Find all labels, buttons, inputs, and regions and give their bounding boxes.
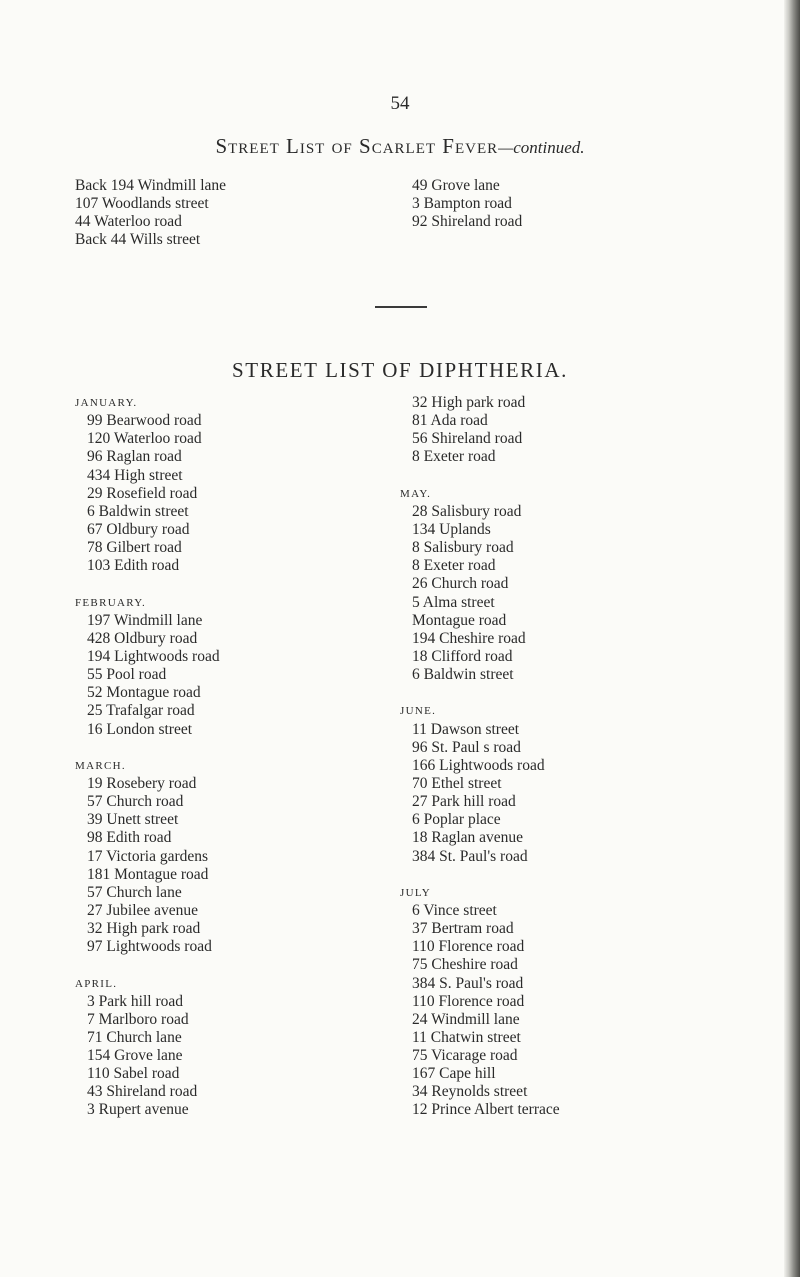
scarlet-fever-heading [0,134,800,159]
list-item: 26 Church road [412,575,509,593]
list-item: 3 Rupert avenue [87,1101,189,1119]
list-item: Back 44 Wills street [75,231,201,248]
list-item: 98 Edith road [87,829,172,847]
month-label: JULY [400,886,431,899]
scarlet-fever-list-left [75,177,226,249]
month-label: MARCH. [75,759,126,772]
list-item: 6 Baldwin street [87,502,189,520]
list-item: 92 Shireland road [412,213,523,230]
list-item: 70 Ethel street [412,774,502,792]
month-label: APRIL. [75,977,118,990]
list-item: 6 Poplar place [412,811,501,829]
list-item: 71 Church lane [87,1028,182,1046]
list-item: 154 Grove lane [87,1047,183,1065]
list-item: 6 Vince street [412,901,497,919]
list-item: 39 Unett street [87,811,179,829]
list-item: 56 Shireland road [412,430,523,448]
list-item: 49 Grove lane [412,177,500,194]
address-list [75,612,220,739]
month-july [400,884,560,1120]
list-item: 28 Salisbury road [412,502,522,520]
month-label: FEBRUARY. [75,596,147,609]
list-item: 120 Waterloo road [87,430,202,448]
list-item: 43 Shireland road [87,1083,198,1101]
diphtheria-heading: STREET LIST OF DIPHTHERIA. [232,358,568,382]
diphtheria-column-left [75,394,220,1120]
list-item: Back 194 Windmill lane [75,177,227,194]
list-item: 29 Rosefield road [87,484,198,502]
list-item: 434 High street [87,466,183,484]
list-item: 107 Woodlands street [75,195,209,212]
list-item: 57 Church lane [87,883,182,901]
page-edge-shadow [784,0,800,1277]
list-item: 181 Montague road [87,865,209,883]
list-item: 8 Exeter road [412,557,496,575]
list-item: 17 Victoria gardens [87,847,209,865]
list-item: 12 Prince Albert terrace [412,1101,560,1119]
month-label: JANUARY. [75,397,138,409]
list-item: 34 Reynolds street [412,1083,528,1101]
list-item: 428 Oldbury road [87,629,198,647]
list-item: 37 Bertram road [412,920,514,938]
list-item: 103 Edith road [87,557,180,575]
april-continued [412,394,560,467]
list-item: 7 Marlboro road [87,1010,189,1028]
list-item: 3 Park hill road [87,992,183,1010]
list-item: 194 Lightwoods road [87,647,220,665]
list-item: 32 High park road [87,920,201,938]
list-item: 166 Lightwoods road [412,756,545,774]
address-list [75,993,220,1120]
list-item: 32 High park road [412,394,526,411]
list-item: 384 St. Paul's road [412,847,528,865]
address-list [412,902,560,1120]
list-item: 96 Raglan road [87,448,182,466]
month-may [400,485,560,685]
list-item: 99 Bearwood road [87,412,202,430]
address-list [412,721,560,866]
list-item: 6 Baldwin street [412,666,514,684]
list-item: 55 Pool road [87,666,167,684]
list-item: 194 Cheshire road [412,629,526,647]
month-april [75,975,220,1120]
list-item: 52 Montague road [87,684,201,702]
address-list [75,775,220,956]
address-list [75,412,220,575]
list-item: 75 Cheshire road [412,956,518,974]
list-item: 197 Windmill lane [87,611,203,629]
list-item: 16 London street [87,720,193,738]
scarlet-fever-list-right [412,177,522,231]
month-june [400,702,560,865]
month-january [75,394,220,575]
list-item: 27 Park hill road [412,793,516,811]
month-february [75,594,220,739]
list-item: 5 Alma street [412,593,495,611]
list-item: 24 Windmill lane [412,1010,520,1028]
list-item: 18 Clifford road [412,647,513,665]
list-item: 167 Cape hill [412,1065,496,1083]
address-list [412,394,560,467]
list-item: 27 Jubilee avenue [87,901,199,919]
list-item: Montague road [412,611,507,629]
list-item: 57 Church road [87,793,184,811]
month-march [75,757,220,957]
list-item: 134 Uplands [412,520,491,538]
list-item: 75 Vicarage road [412,1047,518,1065]
list-item: 11 Dawson street [412,720,520,738]
list-item: 25 Trafalgar road [87,702,195,720]
list-item: 78 Gilbert road [87,539,182,557]
list-item: 110 Sabel road [87,1065,180,1083]
list-item: 44 Waterloo road [75,213,182,230]
list-item: 8 Salisbury road [412,539,514,557]
scarlet-fever-heading-text: Street List of Scarlet Fever [215,134,499,158]
list-item: 3 Bampton road [412,195,512,212]
list-item: 18 Raglan avenue [412,829,524,847]
list-item: 384 S. Paul's road [412,974,524,992]
list-item: 11 Chatwin street [412,1028,521,1046]
list-item: 96 St. Paul s road [412,738,521,756]
list-item: 67 Oldbury road [87,520,190,538]
month-label: MAY. [400,487,432,500]
section-divider [375,306,427,308]
page-number: 54 [390,93,410,114]
list-item: 8 Exeter road [412,448,496,466]
list-item: 110 Florence road [412,992,525,1010]
list-item: 110 Florence road [412,938,525,956]
continued-label: —continued. [498,138,585,157]
list-item: 97 Lightwoods road [87,938,212,956]
list-item: 19 Rosebery road [87,774,197,792]
diphtheria-column-right [400,394,560,1120]
month-label: JUNE. [400,705,437,718]
address-list [412,503,560,684]
list-item: 81 Ada road [412,412,488,430]
